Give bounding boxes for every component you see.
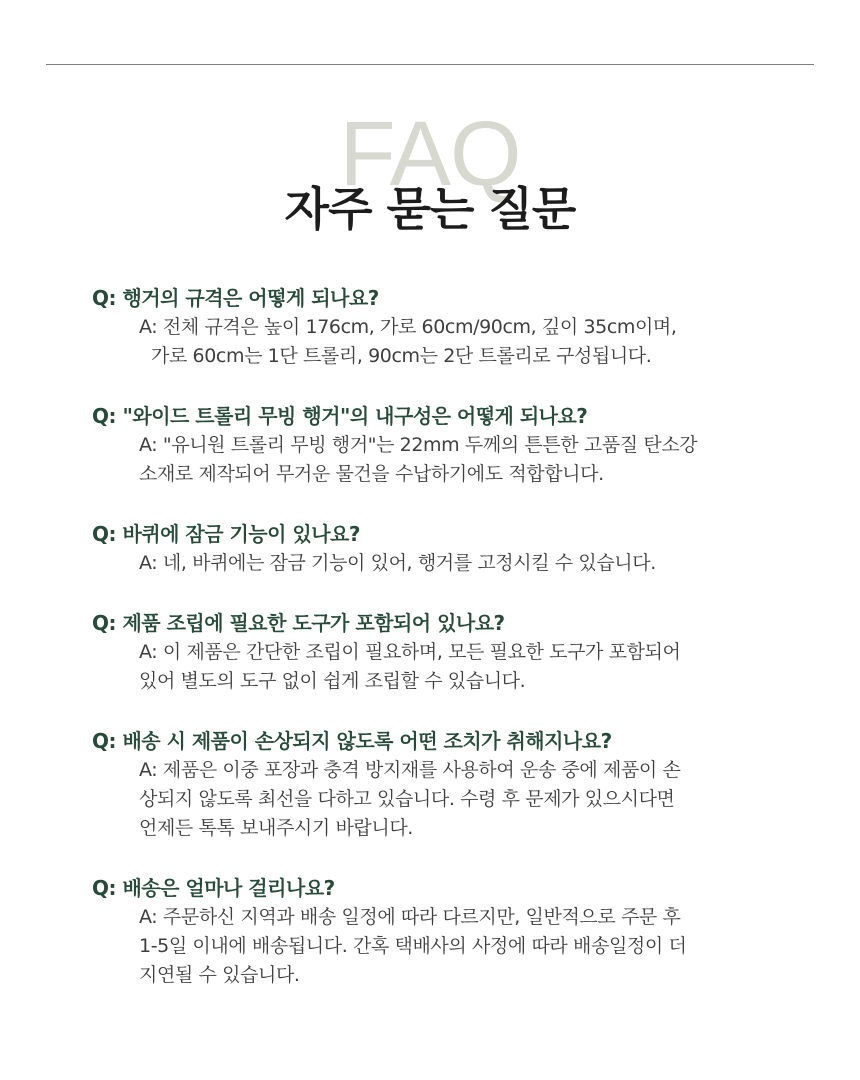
- faq-list: [92, 283, 792, 1020]
- faq-answer: [139, 903, 789, 990]
- answer-line: 상되지 않도록 최선을 다하고 있습니다. 수령 후 문제가 있으시다면: [139, 788, 675, 810]
- answer-line: 가로 60cm는 1단 트롤리, 90cm는 2단 트롤리로 구성됩니다.: [151, 345, 652, 367]
- faq-item: [92, 283, 792, 371]
- faq-watermark-text: FAQ: [339, 103, 521, 205]
- answer-line: 있어 별도의 도구 없이 쉽게 조립할 수 있습니다.: [139, 670, 526, 692]
- answer-line: A: 주문하신 지역과 배송 일정에 따라 다르지만, 일반적으로 주문 후: [139, 906, 681, 928]
- answer-line: A: 이 제품은 간단한 조립이 필요하며, 모든 필요한 도구가 포함되어: [139, 641, 681, 663]
- top-divider: [46, 64, 814, 65]
- faq-answer: [139, 313, 789, 371]
- faq-item: [92, 726, 792, 843]
- page-title: 자주 묻는 질문: [284, 182, 576, 236]
- answer-line: A: "유니원 트롤리 무빙 행거"는 22mm 두께의 튼튼한 고품질 탄소강: [139, 434, 698, 456]
- answer-line: 언제든 톡톡 보내주시기 바랍니다.: [139, 817, 413, 839]
- faq-header: [0, 103, 860, 248]
- answer-line: A: 전체 규격은 높이 176cm, 가로 60cm/90cm, 깊이 35cm이며,: [139, 316, 677, 338]
- faq-item: [92, 401, 792, 489]
- answer-line: 지연될 수 있습니다.: [139, 964, 300, 986]
- faq-answer: [139, 431, 789, 489]
- faq-item: [92, 519, 792, 578]
- faq-question: Q: 제품 조립에 필요한 도구가 포함되어 있나요?: [92, 611, 505, 635]
- answer-line: 소재로 제작되어 무거운 물건을 수납하기에도 적합합니다.: [139, 463, 604, 485]
- faq-question: Q: 배송은 얼마나 걸리나요?: [92, 876, 335, 900]
- answer-line: A: 네, 바퀴에는 잠금 기능이 있어, 행거를 고정시킬 수 있습니다.: [139, 552, 656, 574]
- faq-item: [92, 608, 792, 696]
- faq-question: Q: 바퀴에 잠금 기능이 있나요?: [92, 522, 360, 546]
- faq-question: Q: "와이드 트롤리 무빙 행거"의 내구성은 어떻게 되나요?: [92, 404, 588, 428]
- faq-answer: [139, 756, 789, 843]
- faq-item: [92, 873, 792, 990]
- faq-question: Q: 배송 시 제품이 손상되지 않도록 어떤 조치가 취해지나요?: [92, 729, 612, 753]
- faq-answer: [139, 638, 789, 696]
- answer-line: 1-5일 이내에 배송됩니다. 간혹 택배사의 사정에 따라 배송일정이 더: [139, 935, 687, 957]
- faq-question: Q: 행거의 규격은 어떻게 되나요?: [92, 286, 379, 310]
- answer-line: A: 제품은 이중 포장과 충격 방지재를 사용하여 운송 중에 제품이 손: [139, 759, 681, 781]
- faq-answer: [139, 549, 789, 578]
